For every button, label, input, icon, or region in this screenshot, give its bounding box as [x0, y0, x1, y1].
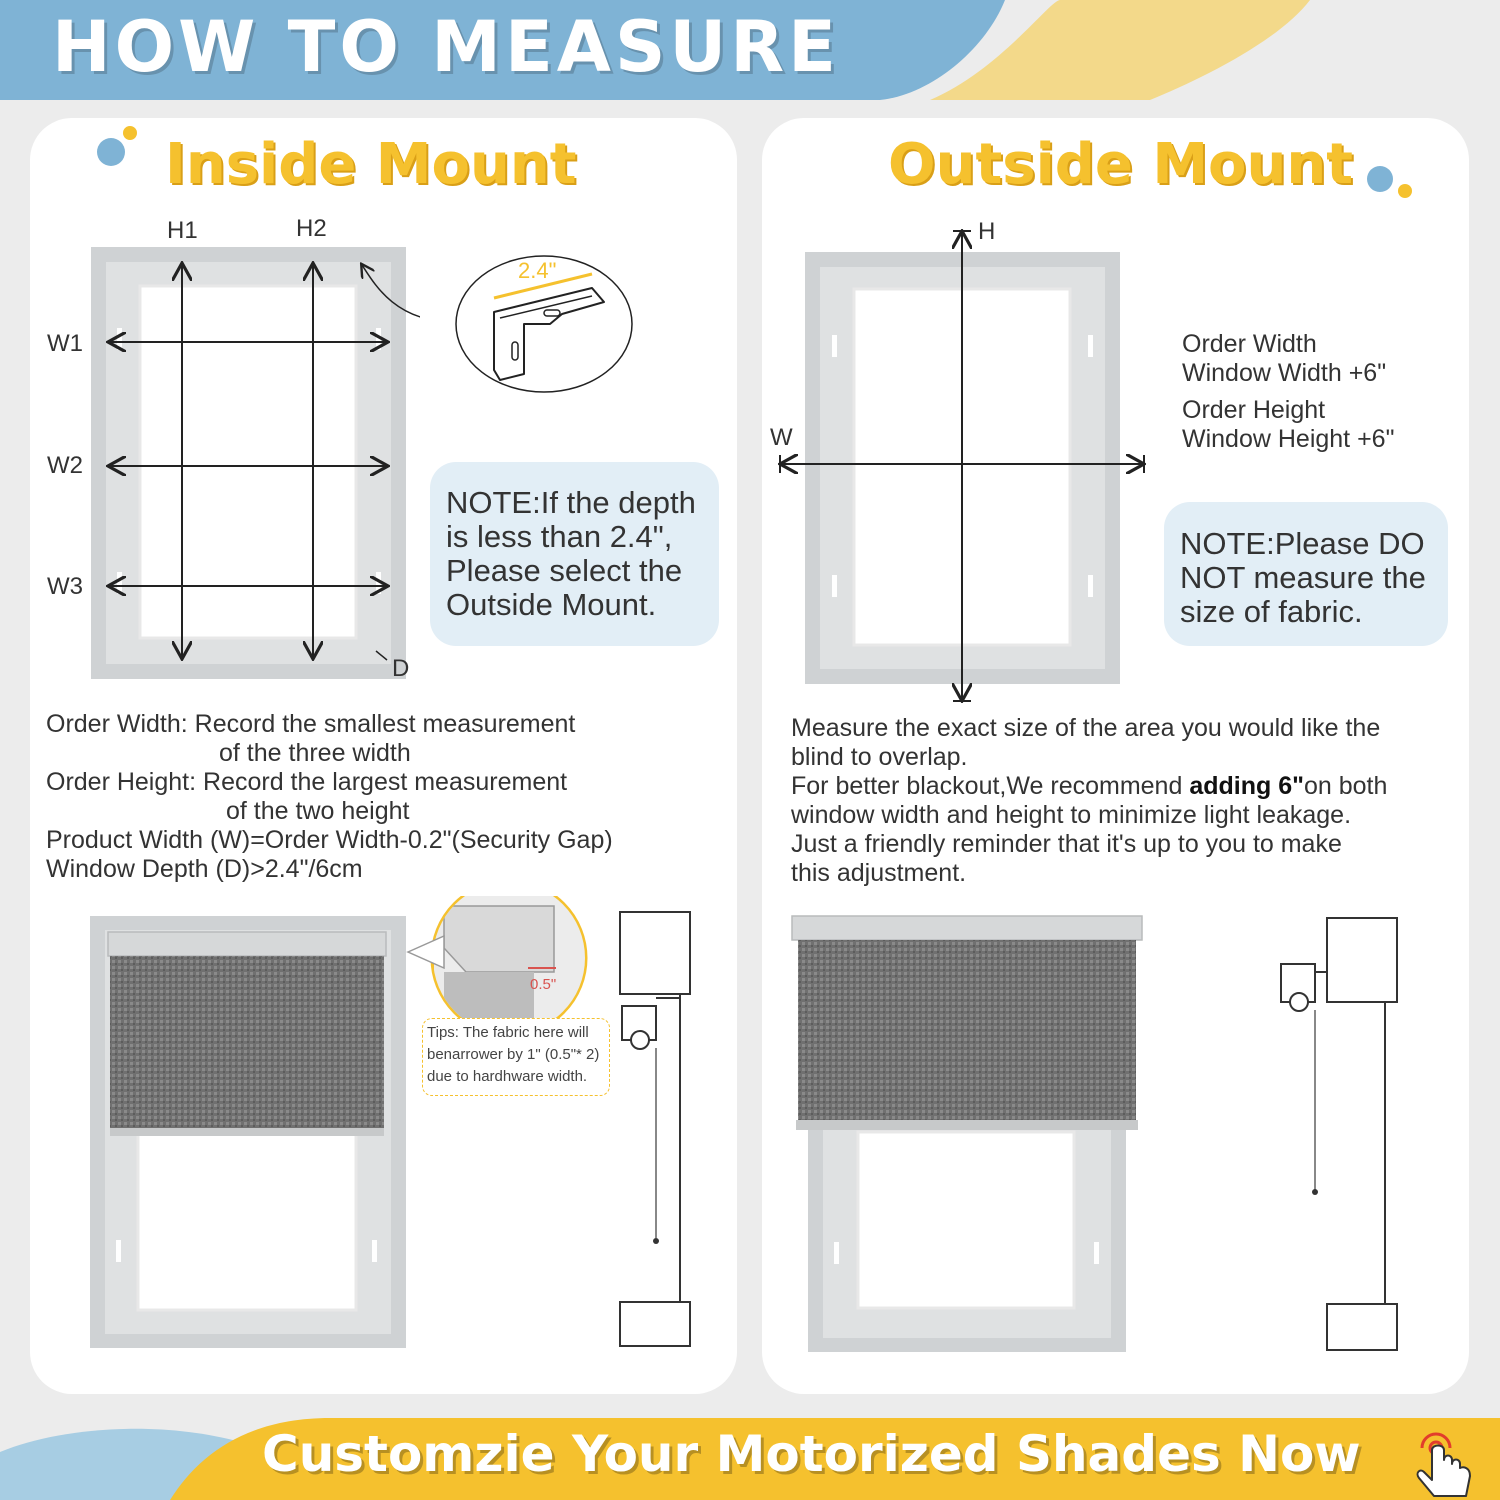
order-height-label: Order Height [1182, 396, 1326, 424]
inside-note-prefix: NOTE [446, 485, 533, 520]
outside-shade-illustration [790, 912, 1145, 1354]
page-title: HOW TO MEASURE [52, 6, 840, 88]
instruction-line: of the three width [219, 739, 411, 767]
decor-dot-blue [97, 138, 125, 166]
emphasis: adding 6" [1189, 772, 1304, 800]
label-h: H [978, 218, 996, 245]
outside-side-view [1275, 912, 1405, 1357]
inside-side-view [610, 908, 700, 1353]
order-width-value: Window Width +6" [1182, 359, 1387, 387]
instruction-line: Order Height: Record the largest measurement [46, 768, 568, 796]
gap-label: 0.5" [530, 976, 557, 993]
outside-note-line: size of fabric. [1180, 594, 1363, 629]
inside-note-line: Please select the [446, 553, 683, 588]
label-w: W [770, 424, 793, 451]
inside-note [430, 462, 719, 646]
label-w2: W2 [47, 452, 83, 479]
decor-dot-yellow [1398, 184, 1412, 198]
outside-note-prefix: NOTE [1180, 526, 1267, 561]
label-w3: W3 [47, 573, 83, 600]
instruction-line: Window Depth (D)>2.4"/6cm [46, 855, 363, 883]
label-h1: H1 [167, 217, 198, 244]
instruction-label: Order Height [46, 768, 190, 796]
inside-instructions [46, 710, 726, 884]
inside-shade-illustration [88, 912, 408, 1352]
depth-label: 2.4" [518, 258, 557, 283]
decor-dot-blue [1367, 166, 1393, 192]
label-h2: H2 [296, 215, 327, 242]
cta-banner-text[interactable]: Customzie Your Motorized Shades Now [262, 1425, 1361, 1483]
outside-note-line: NOT measure the [1180, 560, 1426, 595]
order-height-value: Window Height +6" [1182, 425, 1395, 453]
inside-mount-window-diagram [40, 210, 420, 690]
instruction-label: Product Width (W) [46, 826, 251, 854]
label-w1: W1 [47, 330, 83, 357]
order-width-label: Order Width [1182, 330, 1317, 358]
outside-mount-title: Outside Mount [888, 132, 1354, 197]
gap-detail [404, 896, 594, 1020]
outside-note [1164, 502, 1448, 646]
instruction-label: Order Width [46, 710, 181, 738]
inside-note-line: is less than 2.4", [446, 519, 673, 554]
hand-pointer-icon[interactable] [1412, 1428, 1476, 1498]
outside-note-line: :Please DO [1266, 526, 1425, 561]
decor-dot-yellow [123, 126, 137, 140]
tip-box: Tips: The fabric here will benarrower by 1" (0.5"* 2) due to hardhware width. [422, 1018, 610, 1096]
inside-note-line: Outside Mount. [446, 587, 657, 622]
order-size-info [1182, 330, 1462, 454]
instruction-label: Window Depth (D) [46, 855, 251, 883]
outside-description: Measure the exact size of the area you would like the blind to overlap. For better blackout,We recommend adding 6"on both window width and height to minimize light leakage. Just a friendly reminder that it's up to you to make this adjustment. [791, 714, 1388, 887]
outside-mount-window-diagram [770, 215, 1160, 710]
instruction-line: Order Width: Record the smallest measurement [46, 710, 576, 738]
instruction-line: Product Width (W)=Order Width-0.2"(Security Gap) [46, 826, 613, 854]
inside-note-line: :If the depth [532, 485, 696, 520]
instruction-line: of the two height [226, 797, 410, 825]
tip-prefix: Tips [427, 1024, 455, 1041]
inside-mount-title: Inside Mount [165, 132, 577, 197]
label-d: D [392, 655, 410, 682]
